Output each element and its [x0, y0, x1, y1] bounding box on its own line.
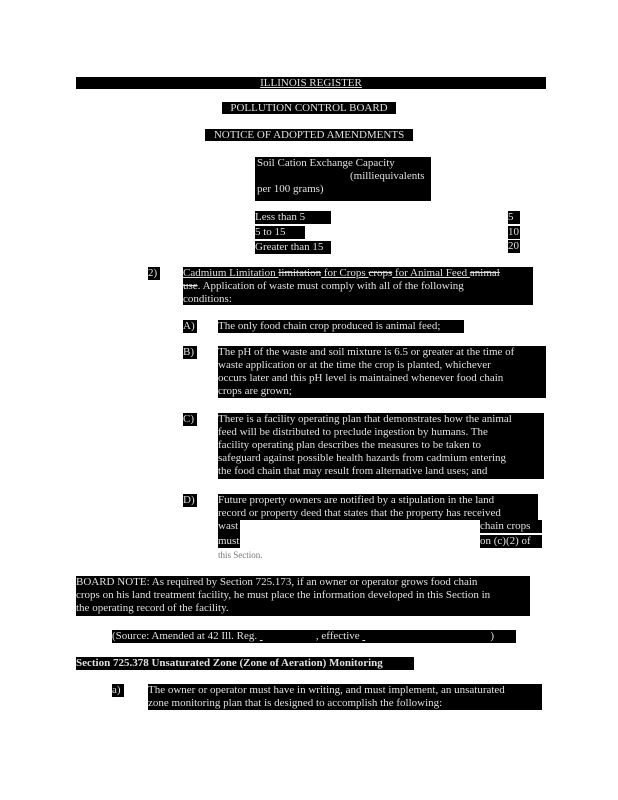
condition-d-line3-end: chain crops	[480, 520, 542, 533]
table-row	[255, 211, 331, 224]
source-line	[112, 630, 516, 643]
register-title: ILLINOIS REGISTER	[260, 77, 362, 89]
item-2-text	[183, 267, 533, 305]
condition-d-line3-start: wast	[218, 520, 240, 546]
item-2-line1: Cadmium Limitation limitation for Crops crops for Animal Feed animal	[183, 267, 500, 279]
cec-value: 5	[508, 211, 520, 224]
source-suffix: )	[490, 630, 495, 642]
condition-d-line4-end: on (c)(2) of	[480, 535, 542, 548]
source-blank	[362, 630, 490, 643]
cec-range: Less than 5	[255, 211, 306, 223]
source-mid: , effective	[315, 630, 360, 642]
table-row	[255, 226, 305, 239]
register-header	[76, 77, 546, 89]
cec-range: 5 to 15	[255, 226, 286, 238]
item-2-number: 2)	[148, 267, 160, 280]
condition-d-text: Future property owners are notified by a stipulation in the land record or property deed that states that the property has received	[218, 494, 538, 520]
notice-header	[205, 129, 413, 141]
redacted-text	[257, 171, 339, 181]
board-header	[222, 102, 396, 114]
section-item-a-label: a)	[112, 684, 124, 697]
cec-range: Greater than 15	[255, 241, 324, 253]
notice-title: NOTICE OF ADOPTED AMENDMENTS	[213, 129, 405, 141]
condition-a-label: A)	[183, 320, 197, 333]
cec-heading-line3: per 100 grams)	[257, 183, 324, 195]
condition-b-label: B)	[183, 346, 197, 359]
board-title: POLLUTION CONTROL BOARD	[230, 102, 388, 114]
board-note: BOARD NOTE: As required by Section 725.173, if an owner or operator grows food chain crops on his land treatment facility, he must place the information developed in this Section in the operating record of the facility.	[76, 576, 530, 616]
section-title: Section 725.378 Unsaturated Zone (Zone of Aeration) Monitoring	[76, 657, 414, 670]
cec-value: 10	[508, 226, 519, 238]
section-item-a-text: The owner or operator must have in writing, and must implement, an unsaturated zone monitoring plan that is designed to accomplish the following:	[148, 684, 542, 710]
condition-b-text: The pH of the waste and soil mixture is 6.5 or greater at the time of waste application or at the time the crop is planted, whichever occurs later and this pH level is maintained whenever food chain crops are grown;	[218, 346, 546, 398]
cec-table	[255, 211, 521, 254]
cec-heading	[255, 157, 431, 201]
condition-a-text: The only food chain crop produced is animal feed;	[218, 320, 464, 333]
item-2-line2: use. Application of waste must comply with all of the following	[183, 280, 464, 292]
table-row	[255, 241, 331, 254]
cec-heading-line2	[257, 170, 431, 183]
condition-c-label: C)	[183, 413, 197, 426]
condition-d-line5: this Section.	[218, 550, 263, 560]
cec-value: 20	[508, 240, 519, 252]
source-prefix: (Source: Amended at 42 Ill. Reg.	[112, 630, 258, 642]
condition-d-label: D)	[183, 494, 197, 507]
condition-d-line4-start: must	[218, 535, 240, 547]
source-blank	[260, 630, 316, 643]
cec-heading-line1: Soil Cation Exchange Capacity	[257, 157, 395, 169]
item-2-line3: conditions:	[183, 293, 232, 305]
cec-heading-line2-tail: (milliequivalents	[350, 170, 425, 182]
condition-c-text: There is a facility operating plan that demonstrates how the animal feed will be distributed to preclude ingestion by humans. The facility operating plan describes the measures to be taken to safeguard against possible health hazards from cadmium entering the food chain that may result from alternative land uses; and	[218, 413, 544, 479]
